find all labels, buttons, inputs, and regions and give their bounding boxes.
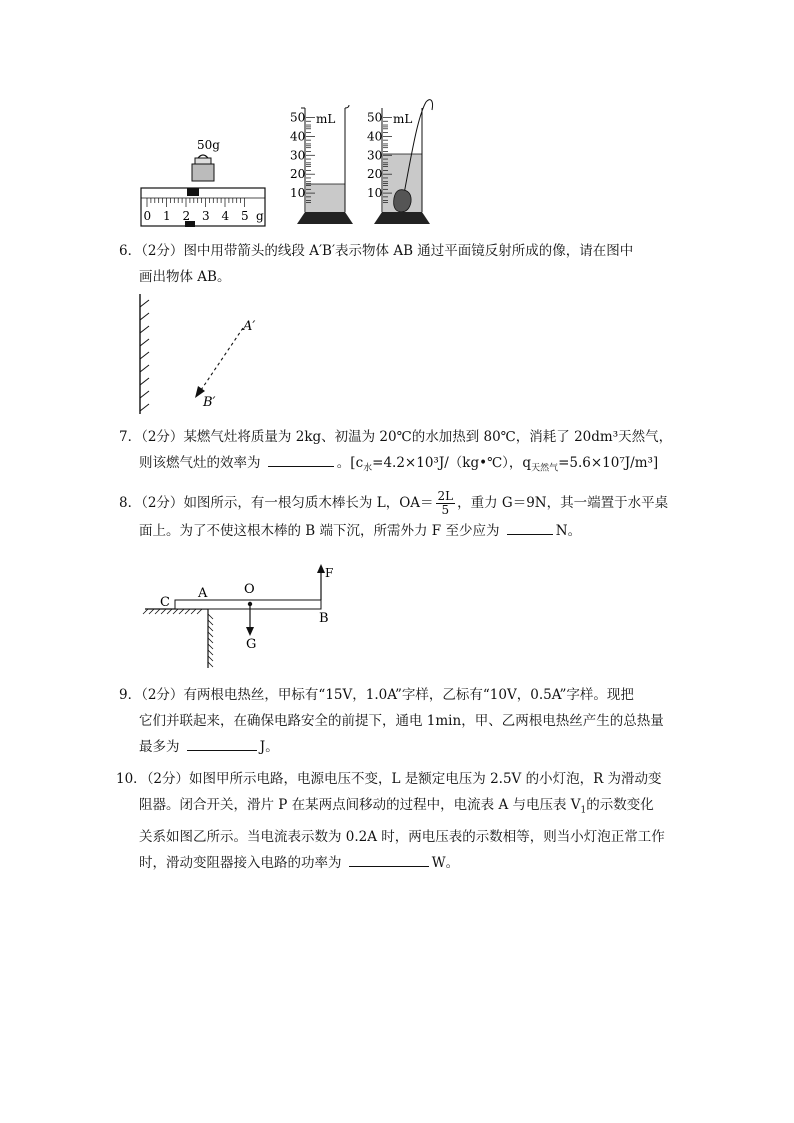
q7-text-line2-pre: 则该燃气灶的效率为 xyxy=(139,455,261,471)
q7-c-value: =4.2×10³J/（kg•℃），q xyxy=(372,455,532,471)
cylinder-tick-label: 10 xyxy=(290,186,306,201)
table-hatch-line xyxy=(208,638,213,643)
cylinder-tick-label: 50 xyxy=(367,110,383,125)
q8-fraction-denominator: 5 xyxy=(441,503,450,517)
question-6 xyxy=(119,238,633,290)
q10-v-sub: 1 xyxy=(580,805,587,816)
table-hatch-line xyxy=(208,632,213,637)
question-8 xyxy=(119,488,668,544)
scale-tick-label: 2 xyxy=(182,209,191,223)
q9-text-line1: 有两根电热丝，甲标有“15V，1.0A”字样，乙标有“10V，0.5A”字样。现把 xyxy=(183,687,634,703)
cylinder-tick-label: 10 xyxy=(367,186,383,201)
q9-text-line3-pre: 最多为 xyxy=(139,739,180,755)
table-hatch-line xyxy=(185,609,190,614)
q8-text-line2-post: N。 xyxy=(555,523,582,539)
q7-c-sub: 水 xyxy=(363,463,373,474)
cylinder-tick-label: 40 xyxy=(367,129,383,144)
q8-fraction xyxy=(436,490,456,517)
lever-figure xyxy=(140,560,350,670)
scale-unit: g xyxy=(256,209,264,223)
label-f: F xyxy=(325,566,334,580)
mirror-hatch-line xyxy=(140,378,149,385)
mirror-hatch-line xyxy=(140,404,149,411)
q8-fraction-numerator: 2L xyxy=(437,489,454,503)
question-7 xyxy=(119,424,672,482)
q8-text-line2-pre: 面上。为了不使这根木棒的 B 端下沉，所需外力 F 至少应为 xyxy=(139,523,500,539)
table-hatch-line xyxy=(143,609,148,614)
q7-q-value: =5.6×10⁷J/m³] xyxy=(558,455,659,471)
cylinder-1-unit: mL xyxy=(316,112,336,126)
label-c: C xyxy=(160,595,170,610)
scale-tick-label: 0 xyxy=(143,209,152,223)
table-hatch-line xyxy=(197,609,202,614)
mirror-hatch-line xyxy=(140,300,149,307)
q6-score: （2分） xyxy=(141,243,184,259)
mirror-hatch-line xyxy=(140,313,149,320)
table-hatch-line xyxy=(208,620,213,625)
cylinder-tick-label: 30 xyxy=(367,148,383,163)
table-hatch-line xyxy=(149,609,154,614)
q7-text-line1: 某燃气灶将质量为 2kg、初温为 20℃的水加热到 80℃，消耗了 20dm³天然气， xyxy=(183,429,673,445)
q9-text-line2: 它们并联起来，在确保电路安全的前提下，通电 1min，甲、乙两根电热丝产生的总热量 xyxy=(139,713,664,729)
mirror-hatch-line xyxy=(140,339,149,346)
mirror-hatch-line xyxy=(140,391,149,398)
q6-text-line1: 图中用带箭头的线段 A′B′表示物体 AB 通过平面镜反射所成的像，请在图中 xyxy=(183,243,634,259)
q10-answer-blank[interactable] xyxy=(349,852,429,867)
q9-number: 9． xyxy=(119,687,142,703)
label-a-prime: A′ xyxy=(243,319,256,334)
label-b: B xyxy=(319,611,329,626)
scale-tick-label: 5 xyxy=(241,209,249,223)
q10-text-line4-pre: 时，滑动变阻器接入电路的功率为 xyxy=(139,854,342,871)
q7-score: （2分） xyxy=(141,429,184,445)
table-hatch-line xyxy=(208,650,213,655)
q9-text-line3-post: J。 xyxy=(259,739,279,755)
question-10 xyxy=(116,766,665,876)
q8-number: 8． xyxy=(119,495,142,511)
q6-text-line2: 画出物体 AB。 xyxy=(139,269,231,285)
scale-tick-label: 1 xyxy=(163,209,171,223)
cylinder-tick-label: 40 xyxy=(290,129,306,144)
table-hatch-line xyxy=(208,614,213,619)
mirror-hatch-line xyxy=(140,352,149,359)
q9-score: （2分） xyxy=(141,687,184,703)
table-hatch-line xyxy=(179,609,184,614)
label-g: G xyxy=(246,637,257,652)
q10-text-line2-pre: 阻器。闭合开关，滑片 P 在某两点间移动的过程中，电流表 A 与电压表 V xyxy=(139,797,581,813)
q7-number: 7． xyxy=(119,429,142,445)
mirror-figure xyxy=(135,292,275,417)
q6-number: 6． xyxy=(119,243,142,259)
mirror-hatch-line xyxy=(140,365,149,372)
label-a: A xyxy=(198,586,208,601)
table-hatch-line xyxy=(191,609,196,614)
label-b-prime: B′ xyxy=(203,395,216,410)
q10-text-line1: 如图甲所示电路，电源电压不变，L 是额定电压为 2.5V 的小灯泡，R 为滑动变 xyxy=(189,771,662,787)
cylinder-tick-label: 50 xyxy=(290,110,306,125)
scale-tick-label: 4 xyxy=(221,209,230,223)
q9-answer-blank[interactable] xyxy=(187,736,257,751)
cylinder-2-unit: mL xyxy=(393,112,413,126)
table-hatch-line xyxy=(208,662,213,667)
q10-number: 10． xyxy=(116,771,147,787)
q7-answer-blank[interactable] xyxy=(268,452,334,467)
q8-answer-blank[interactable] xyxy=(507,520,553,535)
scale-tick-label: 3 xyxy=(202,209,210,223)
q8-text-line1-pre: 如图所示，有一根匀质木棒长为 L，OA＝ xyxy=(183,495,434,511)
cylinder-2-figure xyxy=(360,96,445,230)
table-hatch-line xyxy=(208,644,213,649)
question-9 xyxy=(119,682,664,760)
table-hatch-line xyxy=(208,656,213,661)
table-hatch-line xyxy=(173,609,178,614)
q7-q-sub: 天然气 xyxy=(531,463,559,474)
q10-text-line2-post: 的示数变化 xyxy=(586,797,654,813)
table-hatch-line xyxy=(208,626,213,631)
mirror-hatch-line xyxy=(140,326,149,333)
q10-score: （2分） xyxy=(146,771,190,787)
weight-label: 50g xyxy=(197,138,220,152)
q7-text-line2-post: 。[c xyxy=(336,455,364,471)
q10-text-line3: 关系如图乙所示。当电流表示数为 0.2A 时，两电压表的示数相等，则当小灯泡正常工作 xyxy=(139,828,665,845)
q10-text-line4-post: W。 xyxy=(431,854,460,871)
q8-score: （2分） xyxy=(141,495,184,511)
cylinder-tick-label: 20 xyxy=(290,167,306,182)
cylinder-1-figure xyxy=(285,100,360,230)
label-o: O xyxy=(244,582,255,597)
cylinder-tick-label: 30 xyxy=(290,148,306,163)
balance-figure xyxy=(135,132,275,232)
cylinder-tick-label: 20 xyxy=(367,167,383,182)
q8-text-line1-post: ，重力 G＝9N，其一端置于水平桌 xyxy=(457,495,669,511)
